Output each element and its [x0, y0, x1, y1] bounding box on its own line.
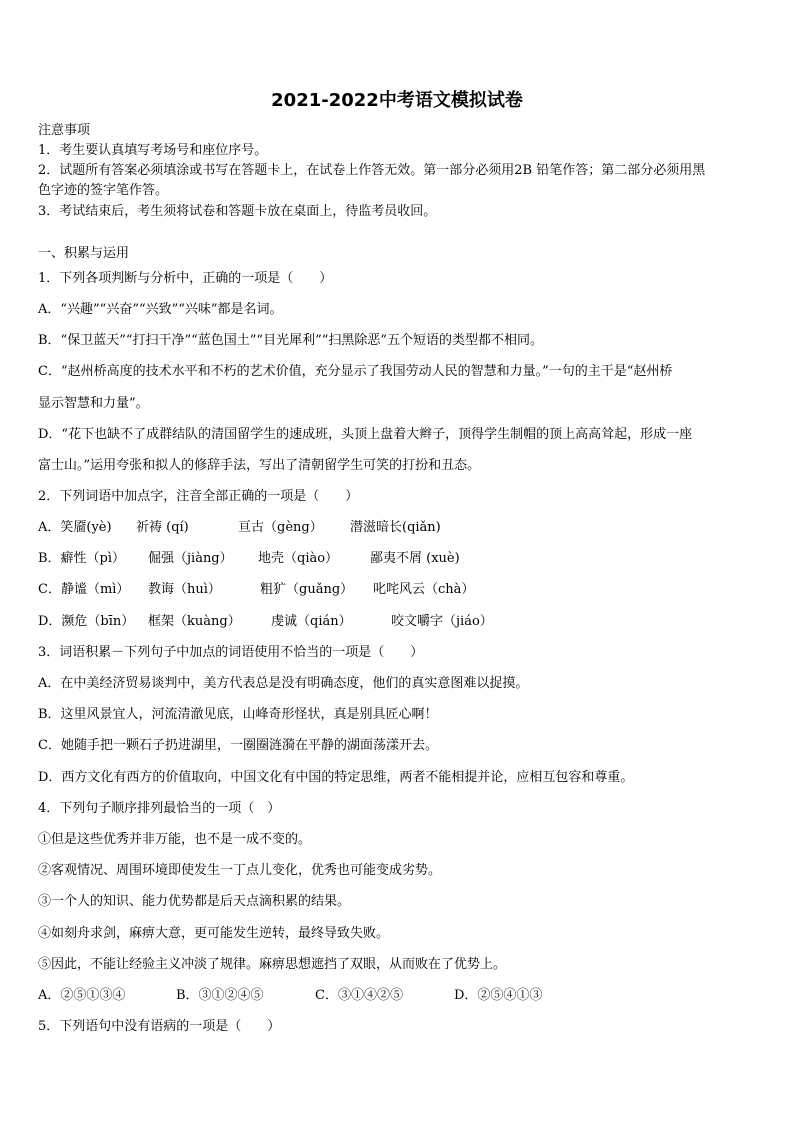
q1-option-b: B．“保卫蓝天”“打扫干净”“蓝色国土”“目光犀利”“扫黑除恶”五个短语的类型都不相同。	[38, 333, 544, 348]
q4-stem: 4．下列句子顺序排列最恰当的一项（ ）	[38, 801, 281, 816]
notice-item-1: 1．考生要认真填写考场号和座位序号。	[38, 143, 268, 158]
q4-option-a: A．②⑤①③④	[38, 988, 126, 1003]
q4-sentence-1: ①但是这些优秀并非万能，也不是一成不变的。	[38, 832, 312, 847]
q2-stem: 2．下列词语中加点字，注音全部正确的一项是（ ）	[38, 489, 359, 504]
q1-option-d-cont: 富士山。”运用夸张和拟人的修辞手法，写出了清朝留学生可笑的打扮和丑态。	[38, 458, 481, 473]
q3-stem: 3．词语积累－下列句子中加点的词语使用不恰当的一项是（ ）	[38, 645, 424, 660]
q4-options	[38, 987, 542, 1005]
q1-stem: 1．下列各项判断与分析中，正确的一项是（ ）	[38, 271, 333, 286]
q1-option-a: A．“兴趣”“兴奋”“兴致”“兴味”都是名词。	[38, 302, 283, 317]
q5-stem: 5．下列语句中没有语病的一项是（ ）	[38, 1019, 281, 1034]
q2-option-d: D．濒危（bīn） 框架（kuàng） 虔诚（qián） 咬文嚼字（jiáo）	[38, 614, 493, 629]
q2-option-b: B．癖性（pì） 倔强（jiàng） 地壳（qiào） 鄙夷不屑 (xuè)	[38, 551, 460, 566]
q1-option-c: C．“赵州桥高度的技术水平和不朽的艺术价值，充分显示了我国劳动人民的智慧和力量。”一句的主干是“赵州桥	[38, 364, 673, 379]
q4-sentence-3: ③一个人的知识、能力优势都是后天点滴积累的结果。	[38, 894, 351, 909]
q4-sentence-5: ⑤因此，不能让经验主义冲淡了规律。麻痹思想遮挡了双眼，从而败在了优势上。	[38, 957, 507, 972]
notice-heading: 注意事项	[38, 123, 91, 138]
q2-option-a: A．笑靥(yè) 祈祷 (qí) 亘古（gèng） 潜滋暗长(qiǎn)	[38, 520, 441, 535]
q1-option-d: D．“花下也缺不了成群结队的清国留学生的速成班，头顶上盘着大辫子，顶得学生制帽的顶上高高耸起，形成一座	[38, 427, 693, 442]
notice-item-2-cont: 色字迹的签字笔作答。	[38, 183, 169, 198]
q3-option-d: D．西方文化有西方的价值取向，中国文化有中国的特定思维，两者不能相提并论，应相互包容和尊重。	[38, 770, 634, 785]
q4-option-c: C．③①④②⑤	[315, 988, 403, 1003]
section-heading: 一、积累与运用	[38, 246, 130, 261]
q4-option-b: B．③①②④⑤	[176, 988, 264, 1003]
notice-item-3: 3．考试结束后，考生须将试卷和答题卡放在桌面上，待监考员收回。	[38, 204, 437, 219]
q4-option-d: D．②⑤④①③	[454, 988, 543, 1003]
q1-option-c-cont: 显示智慧和力量”。	[38, 396, 149, 411]
q3-option-a: A．在中美经济贸易谈判中，美方代表总是没有明确态度，他们的真实意图难以捉摸。	[38, 676, 529, 691]
exam-title: 2021-2022中考语文模拟试卷	[271, 90, 523, 111]
q4-sentence-4: ④如刻舟求剑，麻痹大意，更可能发生逆转，最终导致失败。	[38, 926, 390, 941]
notice-item-2: 2．试题所有答案必须填涂或书写在答题卡上，在试卷上作答无效。第一部分必须用2B 铅笔作答；第二部分必须用黑	[38, 163, 706, 178]
q4-sentence-2: ②客观情况、周围环境即使发生一丁点儿变化，优秀也可能变成劣势。	[38, 863, 442, 878]
q3-option-b: B．这里风景宜人，河流清澈见底，山峰奇形怪状，真是别具匠心啊！	[38, 707, 438, 722]
q2-option-c: C．静谧（mì） 教诲（huì） 粗犷（guǎng） 叱咤风云（chà）	[38, 582, 475, 597]
q3-option-c: C．她随手把一颗石子扔进湖里，一圈圈涟漪在平静的湖面荡漾开去。	[38, 738, 438, 753]
